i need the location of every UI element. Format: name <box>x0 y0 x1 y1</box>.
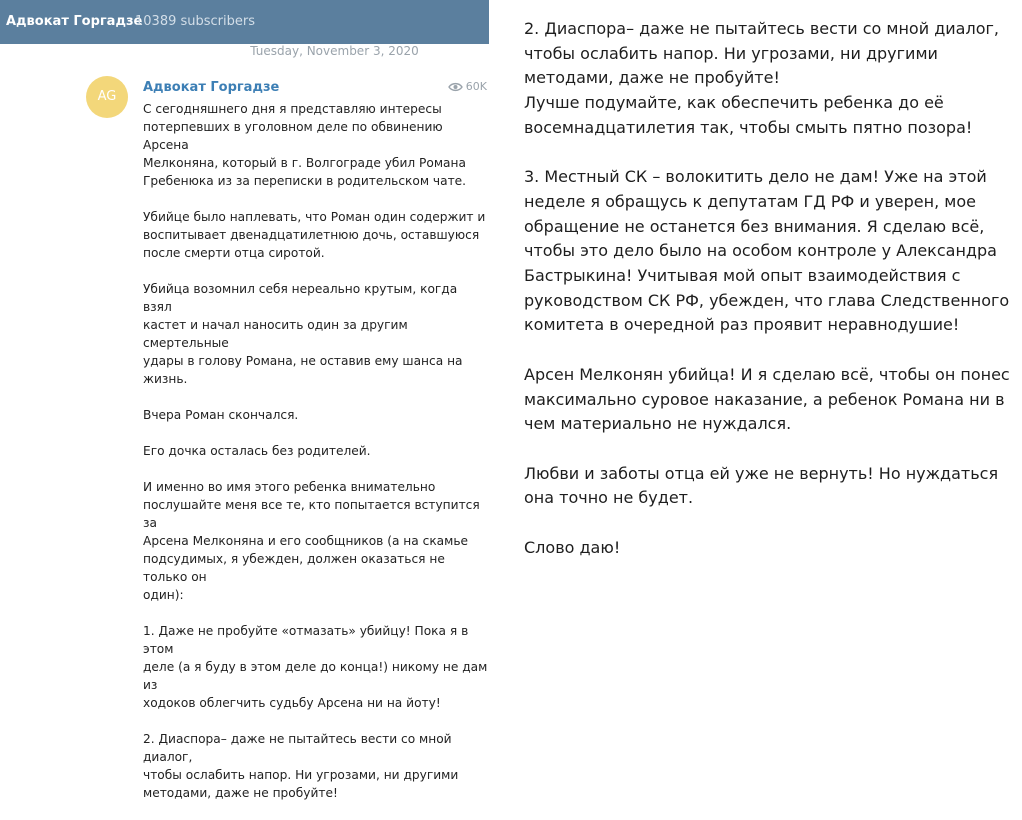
message-paragraph: И именно во имя этого ребенка внимательно послушайте меня все те, кто попытается вступится за Арсена Мелконяна и его сообщников (а на скамье подсудимых, я убежден, должен оказаться не только он один): <box>143 480 480 602</box>
continuation-paragraph: 3. Местный СК – волокитить дело не дам! Уже на этой неделе я обращусь к депутатам ГД РФ и уверен, мое обращение не останется без внимания. Я сделаю всё, чтобы это дело было на особом контроле у Александра Бастрыкина! Учитывая мой опыт взаимодействия с руководством СК РФ, убежден, что глава Следственного комитета в очередной раз проявит неравнодушие! <box>524 167 1010 335</box>
continuation-paragraph: Любви и заботы отца ей уже не вернуть! Но нуждаться она точно не будет. <box>524 463 999 508</box>
message-continuation-panel <box>489 0 1022 628</box>
view-count <box>448 80 487 93</box>
continuation-text <box>524 17 1014 585</box>
message-text <box>143 100 488 820</box>
message-author[interactable]: Адвокат Горгадзе <box>143 80 280 95</box>
message-paragraph: 1. Даже не пробуйте «отмазать» убийцу! Пока я в этом деле (а я буду в этом деле до конца!) никому не дам из ходоков облегчить судьбу Арсена ни на йоту! <box>143 624 488 710</box>
message-paragraph: Убийце было наплевать, что Роман один содержит и воспитывает двенадцатилетнюю дочь, оставшуюся после смерти отца сиротой. <box>143 210 486 260</box>
message-paragraph: С сегодняшнего дня я представляю интересы потерпевших в уголовном деле по обвинению Арсена Мелконяна, который в г. Волгограде убил Романа Гребенюка из за переписки в родительском чате. <box>143 102 467 188</box>
message-paragraph: Убийца возомнил себя нереально крутым, когда взял кастет и начал наносить один за другим смертельные удары в голову Романа, не оставив ему шанса на жизнь. <box>143 282 463 386</box>
channel-title[interactable]: Адвокат Горгадзе <box>6 14 143 29</box>
date-separator: Tuesday, November 3, 2020 <box>250 44 419 58</box>
subscriber-count: 10389 subscribers <box>135 14 255 29</box>
view-count-value: 60K <box>465 80 487 93</box>
eye-icon <box>448 82 463 92</box>
channel-panel <box>0 0 489 800</box>
message-paragraph: 2. Диаспора– даже не пытайтесь вести со мной диалог, чтобы ослабить напор. Ни угрозами, ни другими методами, даже не пробуйте! <box>143 732 459 800</box>
avatar[interactable]: AG <box>86 76 128 118</box>
continuation-paragraph: 2. Диаспора– даже не пытайтесь вести со мной диалог, чтобы ослабить напор. Ни угрозами, ни другими методами, даже не пробуйте! Лучше подумайте, как обеспечить ребенка до её восемнадцатилетия так, чтобы смыть пятно позора! <box>524 19 999 137</box>
channel-header[interactable] <box>0 0 489 44</box>
message-paragraph: Вчера Роман скончался. <box>143 408 299 422</box>
continuation-paragraph: Арсен Мелконян убийца! И я сделаю всё, чтобы он понес максимально суровое наказание, а ребенок Романа ни в чем материально не нуждался. <box>524 364 1010 434</box>
continuation-paragraph: Слово даю! <box>524 537 621 557</box>
message-paragraph: Его дочка осталась без родителей. <box>143 444 371 458</box>
